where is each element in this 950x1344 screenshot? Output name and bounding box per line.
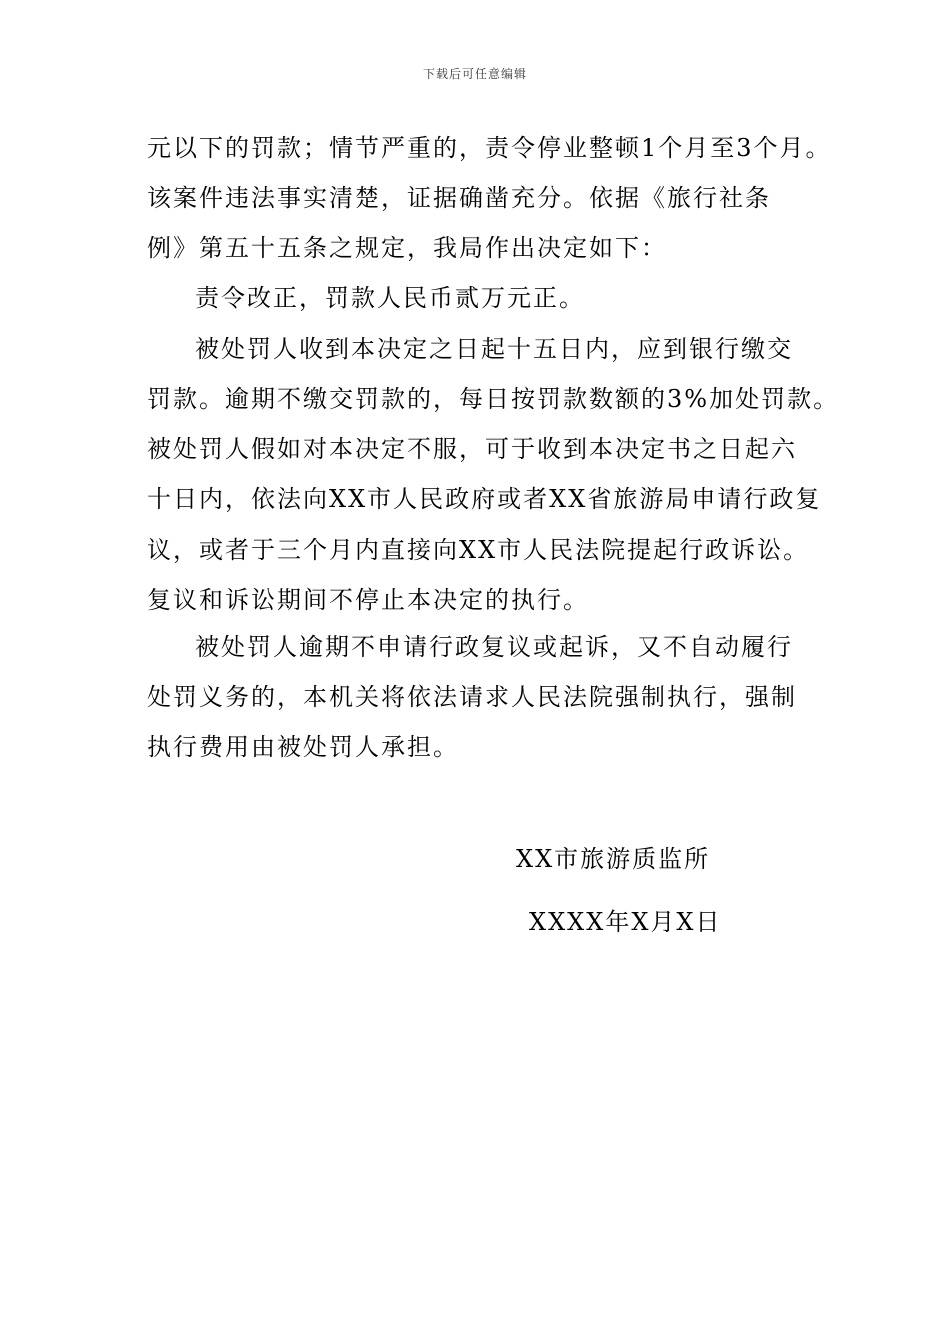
decision-line: 责令改正，罚款人民币贰万元正。 — [195, 284, 585, 312]
body-line-2: 该案件违法事实清楚，证据确凿充分。依据《旅行社条 — [147, 184, 771, 212]
body-line-11: 被处罚人逾期不申请行政复议或起诉，又不自动履行 — [195, 633, 793, 661]
body-line-12: 处罚义务的，本机关将依法请求人民法院强制执行，强制 — [147, 683, 797, 711]
body-line-9: 议，或者于三个月内直接向XX市人民法院提起行政诉讼。 — [147, 536, 810, 564]
signature-date: XXXX年X月X日 — [529, 908, 722, 936]
body-line-3: 例》第五十五条之规定，我局作出决定如下： — [147, 234, 667, 262]
body-line-1: 元以下的罚款；情节严重的，责令停业整顿1个月至3个月。 — [147, 134, 832, 162]
header-note: 下载后可任意编辑 — [422, 67, 527, 81]
body-line-5: 被处罚人收到本决定之日起十五日内，应到银行缴交 — [195, 335, 793, 363]
body-line-10: 复议和诉讼期间不停止本决定的执行。 — [147, 586, 589, 614]
body-line-8: 十日内，依法向XX市人民政府或者XX省旅游局申请行政复 — [147, 485, 822, 513]
body-line-7: 被处罚人假如对本决定不服，可于收到本决定书之日起六 — [147, 435, 797, 463]
body-line-13: 执行费用由被处罚人承担。 — [147, 733, 459, 761]
body-line-6: 罚款。逾期不缴交罚款的，每日按罚款数额的3%加处罚款。 — [147, 385, 840, 413]
signature-organization: XX市旅游质监所 — [516, 845, 711, 873]
